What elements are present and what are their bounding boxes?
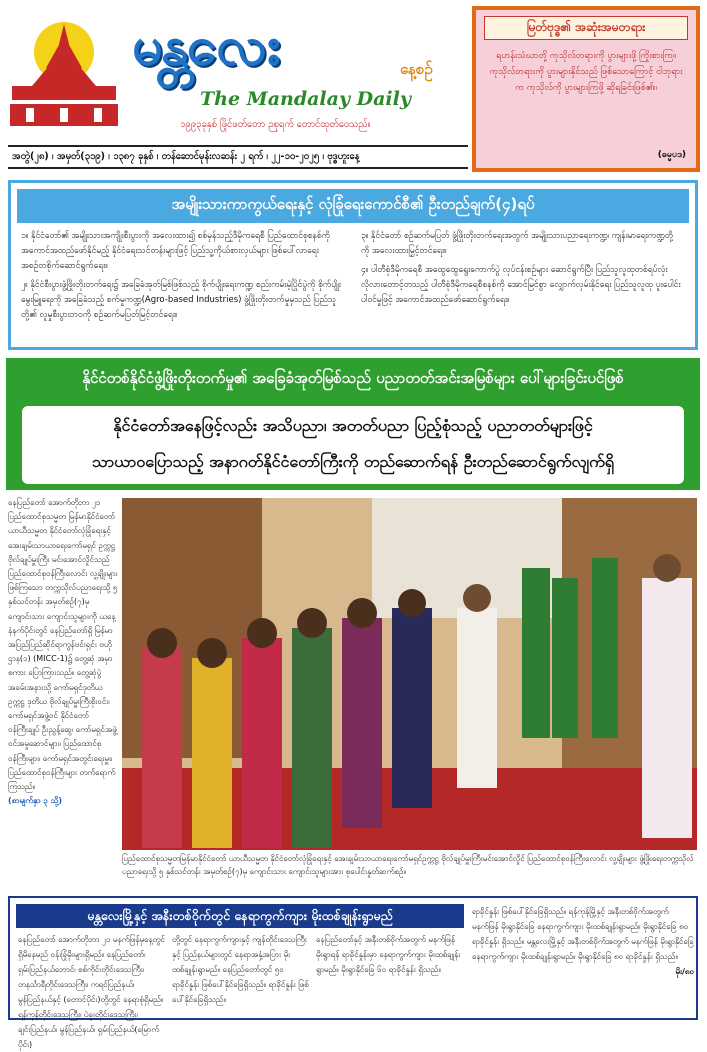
- masthead-english-title: The Mandalay Daily: [200, 88, 411, 110]
- lead-article-body: နေပြည်တော် အောက်တိုဘာ ၂၁ ပြည်ထောင်စုသမ္မတ မြန်မာနိုင်ငံတော် ယာယီသမ္မတ နိုင်ငံတော်လုံခြုံရေးနှင့် အေးချမ်းသာယာရေးကော်မရှင် ဥက္ကဋ္ဌ ဗိုလ်ချုပ်မှူးကြီး မင်းအောင်လှိုင်သည် ပြည်ထောင်စုဝန်ကြီးလောင်း လူ့ချိုးများဖြစ်ကြသော တက္ကသိုလ်ပညာရေးသို့ ၅ နှစ်သင်တန်း အမှတ်စဉ်(၇)မှ ကျောင်းသား ကျောင်းသူများကို ယနေ့နံနက်ပိုင်းတွင် နေပြည်တော်ရှိ မြန်မာ အပြည်ပြည်ဆိုင်ရာကွန်ဗင်းရှင်း ဗဟိုဌာန(၁) (MICC-1)၌ တွေ့ဆုံ အမှာစကား ပြောကြားသည်။ တွေ့ဆုံပွဲ အခမ်းအနားသို့ ကော်မရှင်ဒုတိယဥက္ကဋ္ဌ ဒုတိယ ဗိုလ်ချုပ်မှူးကြီးစိုးဝင်း၊ ကော်မရှင်အဖွဲ့ဝင် နိုင်ငံတော်ဝန်ကြီးချုပ် ဦးညွန့်ဆွေ၊ ကော်မရှင်အဖွဲ့ဝင်အမှုဆောင်များ၊ ပြည်ထောင်စုဝန်ကြီးများ၊ ကော်မရှင်အတွင်းရေးမှူး၊ ပြည်ထောင်စုဝန်ကြီးများ တက်ရောက်ကြသည်။: [8, 498, 118, 792]
- weather-heading: မန္တလေးမြို့နှင့် အနီးတစ်ဝိုက်တွင် နေရာကွက်ကျား မိုးထစ်ချုန်းရွာမည်: [16, 904, 464, 928]
- headline-kicker: နိုင်ငံတစ်နိုင်ငံဖွံ့ဖြိုးတိုးတက်မှု၏ အခြေခံအုတ်မြစ်သည် ပညာတတ်အင်းအမြစ်များ ပေါ်များခြင်းပင်ဖြစ်: [6, 358, 700, 398]
- objective-item: ၃။ နိုင်ငံတော် စဉ်ဆက်မပြတ် ဖွံ့ဖြိုးတိုးတက်ရေးအတွက် အမျိုးသားပညာရေးကဏ္ဍ၊ ကျန်းမာရေးကဏ္ဍတို့ကို အလေးထားမြှင့်တင်ရေး။: [361, 231, 673, 256]
- photo-caption: ပြည်ထောင်စုသမ္မတမြန်မာနိုင်ငံတော် ယာယီသမ္မတ နိုင်ငံတော်လုံခြုံရေးနှင့် အေးချမ်းသာယာရေးကော်မရှင်ဥက္ကဋ္ဌ ဗိုလ်ချုပ်မှူးကြီးမင်းအောင်လှိုင် ပြည်ထောင်စုဝန်ကြီးလောင်း လူ့ချိုးများ ဖွံ့ဖြိုးရေးတက္ကသိုလ်ပညာရေးသို့ ၅ နှစ်သင်တန်း အမှတ်စဉ်(၇)မှ ကျောင်းသား ကျောင်းသူများအား စုပေါင်းနှုတ်ဆက်စဉ်။: [122, 854, 694, 876]
- headline-banner: [6, 398, 700, 490]
- weather-column-4: [472, 904, 694, 979]
- weather-column-1: နေပြည်တော် အောက်တိုဘာ ၂၁ မနက်ဖြန်မှနေ့တွင် ရှိမိနေမည် ဝန်းခြုံမိုးများရှိမည်။ နေပြည်တော်၊ ရှမ်းပြည်နယ်ဘောင်၊ စစ်ကိုင်းတိုင်းဒေသကြီး၊ တနင်္သာရီတိုင်းဒေသကြီး၊ ကရင်ပြည်နယ်၊ မွန်ပြည်နယ်နှင့် (တောင်ပိုင်း)တို့တွင် နေရာစုံရှိမည်။ ရန်ကုန်တိုင်းဒေသကြီး၊ ပဲခူးတိုင်းဒေသကြီး၊ ချင်းပြည်နယ်၊ မွန်ပြည်နယ်၊ ရှမ်းပြည်နယ်(မြောက်ပိုင်း): [18, 935, 165, 1049]
- objectives-heading: အမျိုးသားကာကွယ်ရေးနှင့် လုံခြုံရေးကောင်စီ၏ ဦးတည်ချက်(၄)ရပ်: [17, 189, 689, 223]
- objective-item: ၂။ နိုင်ငံစီးပွားဖွံ့ဖြိုးတိုးတက်ရေး၌ အခြေခံအုတ်မြစ်ဖြစ်သည့် စိုက်ပျိုးရေးကဏ္ဍ စည်းကမ်းမဲ့ပြိုင်ပွဲကို စိုက်ပျိုးမွေးမြူရေးကို အခြေခံသည့် စက်မှုကဏ္ဍ(Agro-based Industries) ဖွံ့ဖြိုးတိုးတက်မှုမှသည် ပြည်သူတို့၏ လူမှုစီးပွားဘဝကို စဉ်ဆက်မပြတ်မြင့်တင်ရေး။: [21, 280, 341, 320]
- quote-box-title: မြတ်ဗုဒ္ဓ၏ အဆုံးအမတရား: [484, 16, 688, 40]
- weather-section: [8, 896, 698, 1049]
- masthead-tagline: ၁၉၉၃ခုနှစ် ဖြိုင်ဖတ်တော ဉစုရက် တောင်ထုတ်ဝေသည်။: [180, 119, 371, 130]
- weather-column-4-text: ရာခိုင်နှုန်း ဖြစ်ပေါ်နိုင်ခြေရှိသည်။ ရန်ကုန်မြို့နှင့် အနီးတစ်ဝိုက်အတွက် မနက်ဖြန် မိုးရွာနိုင်ခြေ နေရာကွက်ကျား မိုးထစ်ချုန်းရွာမည်။ မိုးရွာနိုင်ခြေ ၈၀ ရာခိုင်နှုန်း ရှိသည်။ မန္တလေးမြို့နှင့် အနီးတစ်ဝိုက်အတွက် မနက်ဖြန် မိုးရွာနိုင်ခြေ နေရာကွက်ကျား မိုးထစ်ချုန်းရွာမည်။ မိုးရွာနိုင်ခြေ ၈၀ ရာခိုင်နှုန်း ရှိသည်။: [472, 907, 694, 961]
- dateline: အတွဲ(၂၈) ၊ အမှတ်(၃၁၉) ၊ ၁၃၈၇ ခုနှစ် ၊ တန်ဆောင်မုန်းလဆန်း ၂ ရက် ၊ ၂၂-၁၀-၂၀၂၅ ၊ ဗုဒ္ဓဟူးနေ့: [8, 145, 468, 169]
- objectives-box: [8, 180, 698, 350]
- objective-item: ၄။ ပါတီစုံဒီမိုကရေစီ အထွေထွေရွေးကောက်ပွဲ လုပ်ငန်းစဉ်များ ဆောင်ရွက်ပြီး ပြည်သူလူထုတစ်ရပ်လုံး လိုလားတောင့်တသည့် ပါတီစုံဒီမိုကရေစီစနစ်ကို အောင်မြင်စွာ လျှောက်လှမ်းနိုင်ရေး ပြည်သူလူထု ပူးပေါင်းပါဝင်မှုဖြင့် အကောင်အထည်ဖော်ဆောင်ရွက်ရေး။: [361, 265, 681, 305]
- masthead-subtitle: နေ့စဉ်: [400, 60, 433, 78]
- news-photo: [122, 498, 697, 850]
- headline-line-2: သာယာဝပြောသည့် အနာဂတ်နိုင်ငံတော်ကြီးကို တည်ဆောက်ရန် ဦးတည်ဆောင်ရွက်လျက်ရှိ: [92, 452, 614, 471]
- quote-box-body: ရဟန်းသံဃာတို့ ကုသိုလ်တရားကို ပွားများဖို့ ကြိုးစားကြ။ ကုသိုလ်တရားကို ပွားများနိုင်သည် ဖြစ်သောကြောင့် ငါဘုရားက ကုသိုလ်ကို ပွားများကြဖို့ ဆိုရခြင်းဖြစ်၏။: [489, 51, 683, 93]
- objective-item: ၁။ နိုင်ငံတော်၏ အမျိုးသားအကျိုးစီးပွားကို အလေးထား၍ စစ်မှန်သည့်ဒီမိုကရေစီ ပြည်ထောင်စုစနစ်ကို အကောင်အထည်ဖော်နိုင်မည့် နိုင်ငံရေးသင်တန်းများဖြင့် ပြည်သူ့ကိုယ်စားလှယ်များ ဖြစ်ပေါ်လာရေး အစဉ်တစိုက်ဆောင်ရွက်ရေး။: [21, 231, 331, 271]
- quote-box-source: (ဓမ္မပဒ): [657, 150, 686, 160]
- objectives-column-right: [361, 229, 681, 312]
- quote-box: [472, 6, 700, 172]
- masthead-title: မန္တလေး: [132, 13, 279, 77]
- weather-column-2: တို့တွင် နေရာကွက်ကျားနှင့် ကျန်တိုင်းဒေသကြီးနှင့် ပြည်နယ်များတွင် နေရာအနှံ့အပြား မိုးထစ်ချုန်းရွာမည်။ နေပြည်တော်တွင် ၅၀ ရာခိုင်နှုန်း ဖြစ်ပေါ်နိုင်ခြေရှိသည်။ ရာခိုင်နှုန်း ဖြစ်ပေါ်နိုင်ခြေရှိသည်။: [172, 935, 309, 1004]
- weather-ref: မိုး/၈၀: [675, 967, 694, 976]
- lead-article-continued: (စာမျက်နှာ ၃ သို့): [8, 796, 62, 806]
- newspaper-logo: [6, 18, 122, 130]
- lead-article: [8, 496, 118, 808]
- weather-column-3: နေပြည်တော်နှင့် အနီးတစ်ဝိုက်အတွက် မနက်ဖြန် မိုးရွာရန် ရာခိုင်နှုန်းမှာ နေရာကွက်ကျား မိုးထစ်ချုန်းရွာမည်။ မိုးရွာနိုင်ခြေ ၆၀ ရာခိုင်နှုန်း ရှိသည်။: [316, 935, 461, 974]
- headline-line-1: နိုင်ငံတော်အနေဖြင့်လည်း အသိပညာ၊ အတတ်ပညာ ပြည့်စုံသည့် ပညာတတ်များဖြင့်: [113, 416, 593, 435]
- headline-main: [22, 406, 684, 484]
- objectives-column-left: [21, 229, 341, 327]
